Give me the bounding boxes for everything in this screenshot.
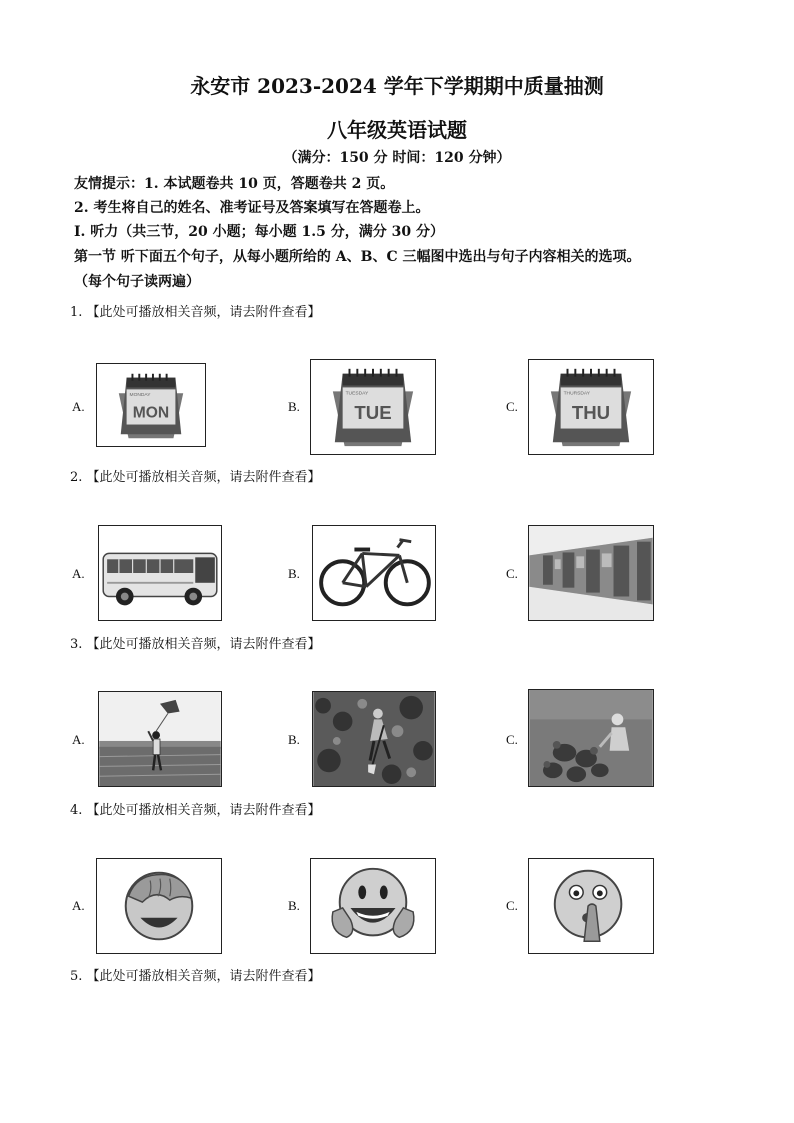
q1-option-a-image[interactable] (96, 363, 206, 447)
question-3-label: 3. 【此处可播放相关音频，请去附件查看】 (70, 637, 321, 652)
note-line-2: 2. 考生将自己的姓名、准考证号及答案填写在答题卷上。 (74, 200, 430, 216)
q1b-day-label: TUE (354, 401, 392, 423)
exam-title: 永安市 2023-2024 学年下学期期中质量抽测 (190, 74, 604, 98)
calendar-icon (97, 364, 205, 446)
q2-option-a-letter: A. (72, 566, 85, 581)
q3-option-b-image[interactable] (312, 691, 436, 787)
q1-option-c-image[interactable] (528, 359, 654, 455)
q1a-day-label: MON (132, 404, 170, 422)
question-2-label: 2. 【此处可播放相关音频，请去附件查看】 (70, 470, 321, 485)
q4-option-a-letter: A. (72, 898, 85, 913)
q3-option-b-letter: B. (288, 732, 300, 747)
q1c-small-label: THURSDAY (563, 391, 591, 397)
bicycle-icon (313, 526, 435, 620)
q1b-small-label: TUESDAY (345, 391, 369, 397)
calendar-icon (529, 360, 653, 454)
shush-emoji (529, 859, 653, 953)
q4-option-a-image[interactable] (96, 858, 222, 954)
part-note: （每个句子读两遍） (74, 274, 200, 290)
q1c-day-label: THU (571, 401, 611, 423)
question-4-label: 4. 【此处可播放相关音频，请去附件查看】 (70, 803, 321, 818)
q1a-small-label: MONDAY (129, 393, 151, 399)
section-heading: Ⅰ. 听力（共三节，20 小题；每小题 1.5 分，满分 30 分） (74, 224, 444, 240)
question-1-label: 1. 【此处可播放相关音频，请去附件查看】 (70, 305, 321, 320)
subway-icon (529, 526, 653, 620)
q4-option-c-image[interactable] (528, 858, 654, 954)
feeding-chickens-photo (529, 690, 653, 786)
q2-option-b-image[interactable] (312, 525, 436, 621)
q2-option-c-image[interactable] (528, 525, 654, 621)
note-line-1: 友情提示：1. 本试题卷共 10 页，答题卷共 2 页。 (74, 176, 395, 192)
q1-option-b-image[interactable] (310, 359, 436, 455)
q4-option-b-image[interactable] (310, 858, 436, 954)
q2-option-b-letter: B. (288, 566, 300, 581)
q3-option-a-letter: A. (72, 732, 85, 747)
happy-emoji (311, 859, 435, 953)
q1-option-b-letter: B. (288, 399, 300, 414)
q3-option-c-image[interactable] (528, 689, 654, 787)
q2-option-c-letter: C. (506, 566, 518, 581)
flying-kite-photo (99, 692, 221, 786)
digging-photo (313, 692, 435, 786)
q4-option-b-letter: B. (288, 898, 300, 913)
facepalm-emoji (97, 859, 221, 953)
q3-option-a-image[interactable] (98, 691, 222, 787)
q1-option-c-letter: C. (506, 399, 518, 414)
question-5-label: 5. 【此处可播放相关音频，请去附件查看】 (70, 969, 321, 984)
q4-option-c-letter: C. (506, 898, 518, 913)
calendar-icon (311, 360, 435, 454)
q3-option-c-letter: C. (506, 732, 518, 747)
q1-option-a-letter: A. (72, 399, 85, 414)
part-heading: 第一节 听下面五个句子，从每小题所给的 A、B、C 三幅图中选出与句子内容相关的选项。 (74, 249, 641, 265)
exam-subtitle: 八年级英语试题 (327, 118, 467, 142)
bus-icon (99, 526, 221, 620)
q2-option-a-image[interactable] (98, 525, 222, 621)
exam-meta: （满分：150 分 时间：120 分钟） (283, 150, 511, 166)
